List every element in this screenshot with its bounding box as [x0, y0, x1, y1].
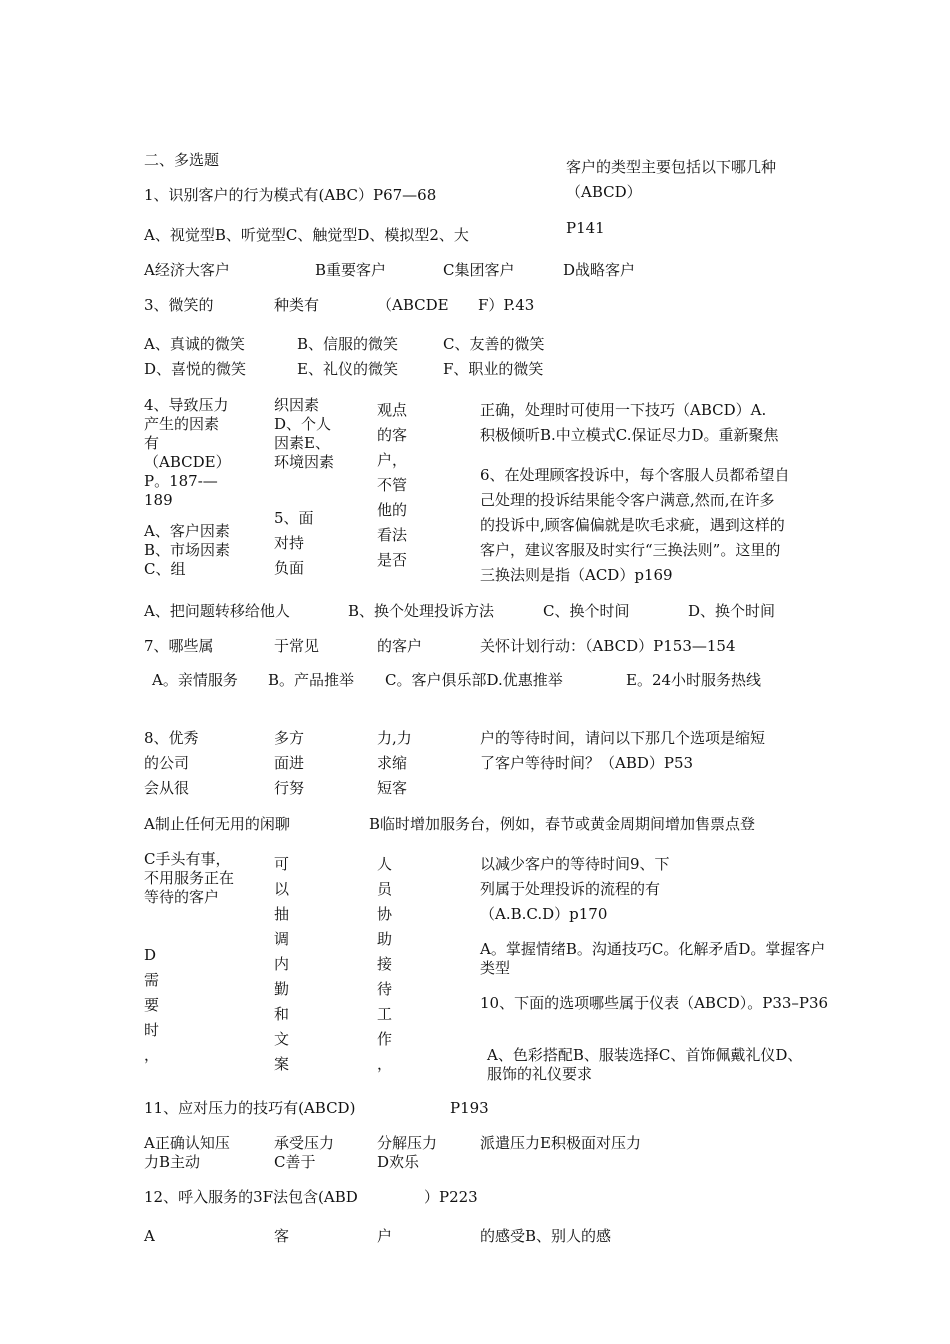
q6-line1: 6、在处理顾客投诉中，每个客服人员都希望自	[480, 466, 790, 484]
q8-col3-char7: 工	[377, 1005, 393, 1023]
right-question-page: P141	[566, 219, 605, 237]
q7-title-part4: 关怀计划行动：（ABCD）P153—154	[480, 637, 736, 655]
q10-title: 10、下面的选项哪些属于仪表（ABCD）。P33–P36	[480, 994, 829, 1012]
q5-col3-line5: 他的	[377, 501, 408, 519]
q3-title-part1: 3、微笑的	[144, 296, 214, 314]
q5-col2-line1: 5、面	[274, 509, 314, 527]
q1-title: 1、识别客户的行为模式有(ABC）P67—68	[144, 186, 437, 204]
q8-col3-char9: ，	[377, 1055, 393, 1073]
q3-title-part2: 种类有	[274, 296, 320, 314]
q5-col4-line1: 正确，处理时可使用一下技巧（ABCD）A.	[480, 401, 767, 419]
q8-col3-char2: 员	[377, 880, 393, 898]
q7-option-e: E。24小时服务热线	[626, 671, 762, 689]
q12-row-col2: 客	[274, 1227, 290, 1245]
q11-page: P193	[450, 1099, 489, 1117]
q2-option-b: B重要客户	[315, 261, 387, 279]
q5-col3-line6: 看法	[377, 526, 408, 544]
q3-option-e: E、礼仪的微笑	[297, 360, 398, 378]
q7-option-a: A。亲情服务	[152, 671, 238, 689]
q8-col2-char5: 内	[274, 955, 290, 973]
q8-col1-line1: 8、优秀	[144, 729, 199, 747]
q3-option-b: B、信服的微笑	[297, 335, 399, 353]
q9-line2: 列属于处理投诉的流程的有	[480, 880, 661, 898]
q8-col4-line1: 户的等待时间，请问以下那几个选项是缩短	[480, 729, 766, 747]
q8-col3-line1: 力,力	[377, 729, 412, 747]
q7-option-cd: C。客户俱乐部D.优惠推举	[385, 671, 563, 689]
q8-col2-char6: 勤	[274, 980, 290, 998]
q8-col2-char9: 案	[274, 1055, 290, 1073]
q7-title-part2: 于常见	[274, 637, 320, 655]
q6-option-d: D、换个时间	[688, 602, 776, 620]
q8-col3-line3: 短客	[377, 779, 408, 797]
q8-col1-line2: 的公司	[144, 754, 190, 772]
q8-option-a: A制止任何无用的闲聊	[144, 815, 290, 833]
q2-option-a: A经济大客户	[144, 261, 230, 279]
q8-col3-char4: 助	[377, 930, 393, 948]
q11-option-col3: 分解压力D欢乐	[377, 1134, 438, 1171]
q5-col3-line2: 的客	[377, 426, 408, 444]
q6-line2: 己处理的投诉结果能令客户满意,然而,在许多	[480, 491, 775, 509]
q7-title-part3: 的客户	[377, 637, 423, 655]
q8-option-d-char1: D	[144, 946, 157, 964]
q11-title: 11、应对压力的技巧有(ABCD)	[144, 1099, 356, 1117]
q5-col2-line3: 负面	[274, 559, 305, 577]
q5-col2-line2: 对持	[274, 534, 305, 552]
q12-title: 12、呼入服务的3F法包含(ABD	[144, 1188, 358, 1206]
q4-options: A、客户因素B、市场因素C、组	[144, 522, 231, 578]
q11-option-col2: 承受压力C善于	[274, 1134, 335, 1171]
q12-page: ）P223	[424, 1188, 478, 1206]
q3-title-part4: F）P.43	[478, 296, 535, 314]
q3-option-f: F、职业的微笑	[443, 360, 544, 378]
q8-col1-line3: 会从很	[144, 779, 190, 797]
q12-row-col3: 户	[377, 1227, 393, 1245]
q6-option-c: C、换个时间	[543, 602, 630, 620]
q3-title-part3: （ABCDE	[377, 296, 449, 314]
right-question-line1: 客户的类型主要包括以下哪几种	[566, 158, 777, 176]
q11-option-col1: A正确认知压力B主动	[144, 1134, 230, 1171]
q3-option-c: C、友善的微笑	[443, 335, 545, 353]
q6-line5: 三换法则是指（ACD）p169	[480, 566, 673, 584]
q8-option-d-char3: 要	[144, 996, 160, 1014]
q8-col4-line2: 了客户等待时间？（ABD）P53	[480, 754, 694, 772]
q8-col3-char5: 接	[377, 955, 393, 973]
q8-col2-line3: 行努	[274, 779, 305, 797]
q12-row-col4: 的感受B、别人的感	[480, 1227, 612, 1245]
q7-option-b: B。产品推举	[268, 671, 355, 689]
q11-option-col4: 派遣压力E积极面对压力	[480, 1134, 641, 1152]
q8-col2-char8: 文	[274, 1030, 290, 1048]
q8-option-d-char5: ，	[144, 1046, 160, 1064]
q8-option-b: B临时增加服务台，例如，春节或黄金周期间增加售票点登	[369, 815, 756, 833]
q6-option-b: B、换个处理投诉方法	[348, 602, 495, 620]
q4-title: 4、导致压力产生的因素有（ABCDE）P。187-—189	[144, 396, 231, 509]
q7-title-part1: 7、哪些属	[144, 637, 214, 655]
q3-option-d: D、喜悦的微笑	[144, 360, 247, 378]
q8-col2-char1: 可	[274, 855, 290, 873]
q9-line3: （A.B.C.D）p170	[480, 905, 608, 923]
q6-option-a: A、把问题转移给他人	[144, 602, 290, 620]
q8-option-c: C手头有事，不用服务正在等待的客户	[144, 850, 235, 906]
q1-options: A、视觉型B、听觉型C、触觉型D、模拟型2、大	[144, 226, 469, 244]
q3-option-a: A、真诚的微笑	[144, 335, 245, 353]
q8-col3-char6: 待	[377, 980, 393, 998]
q2-option-d: D战略客户	[563, 261, 636, 279]
q5-col3-line1: 观点	[377, 401, 408, 419]
q10-options: A、色彩搭配B、服装选择C、首饰佩戴礼仪D、服饰的礼仪要求	[487, 1046, 803, 1083]
right-question-line2: （ABCD）	[566, 183, 642, 201]
q8-col3-line2: 求缩	[377, 754, 408, 772]
q8-col2-line2: 面进	[274, 754, 305, 772]
q8-col3-char1: 人	[377, 855, 393, 873]
q5-col3-line7: 是否	[377, 551, 408, 569]
section-title: 二、多选题	[144, 151, 220, 169]
q9-line1: 以减少客户的等待时间9、下	[480, 855, 670, 873]
q4-options-continued: 织因素D、个人因素E、环境因素	[274, 396, 335, 471]
q8-option-d-char2: 需	[144, 971, 160, 989]
q8-col2-char4: 调	[274, 930, 290, 948]
q8-col2-char2: 以	[274, 880, 290, 898]
q2-option-c: C集团客户	[443, 261, 515, 279]
q8-col3-char8: 作	[377, 1030, 393, 1048]
q8-col2-char3: 抽	[274, 905, 290, 923]
q8-col2-char7: 和	[274, 1005, 290, 1023]
q5-col3-line4: 不管	[377, 476, 408, 494]
q5-col4-line2: 积极倾听B.中立模式C.保证尽力D。重新聚焦	[480, 426, 779, 444]
q12-row-col1: A	[144, 1227, 155, 1245]
q5-col3-line3: 户，	[377, 451, 408, 469]
q8-option-d-char4: 时	[144, 1021, 160, 1039]
q8-col3-char3: 协	[377, 905, 393, 923]
q6-line3: 的投诉中,顾客偏偏就是吹毛求疵，遇到这样的	[480, 516, 785, 534]
q8-col2-line1: 多方	[274, 729, 305, 747]
q6-line4: 客户，建议客服及时实行“三换法则”。这里的	[480, 541, 781, 559]
q9-options: A。掌握情绪B。沟通技巧C。化解矛盾D。掌握客户类型	[480, 940, 826, 977]
